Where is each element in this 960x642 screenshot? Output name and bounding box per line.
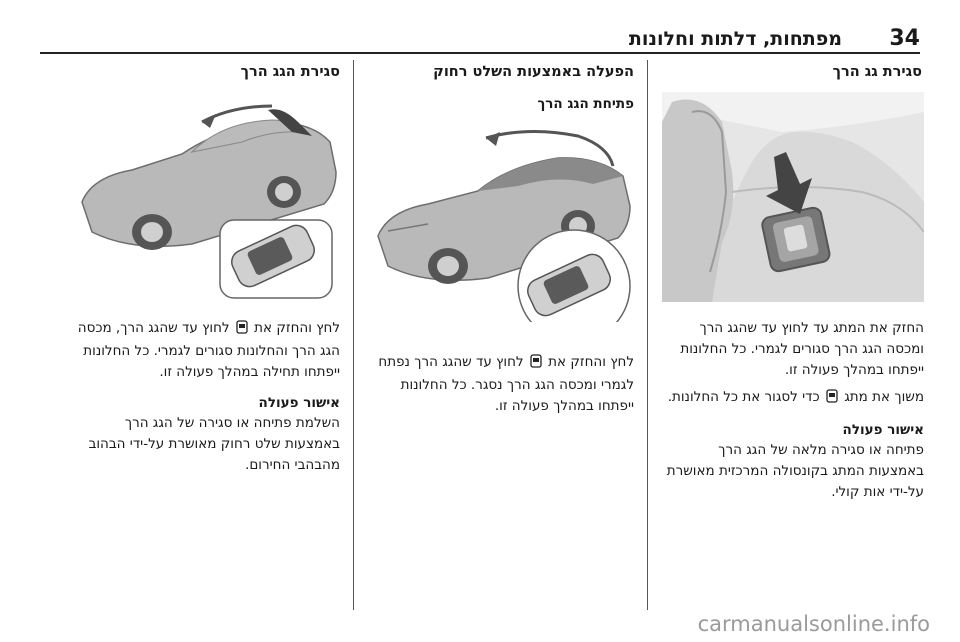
center-console-switch-figure: [662, 92, 924, 302]
key-button-icon: [826, 389, 838, 410]
subheading-confirmation-remote: אישור פעולה: [258, 395, 340, 411]
paragraph-close-remote-text: לחץ והחזק את לחוץ עד שהגג הרך, מכסה הגג הרך והחלונות סגורים לגמרי. כל החלונות ייפתחו תחילה במהלך פעולה זו.: [77, 320, 340, 380]
paragraph-confirmation-remote: השלמת פתיחה או סגירה של הגג הרך באמצעות שלט רחוק מאושרת על-ידי הבהוב מהבהבי החירום.: [88, 415, 340, 473]
page-header: [40, 22, 920, 54]
heading-close-soft-top: סגירת גג הרך: [832, 64, 922, 80]
subheading-confirmation: אישור פעולה: [842, 422, 924, 438]
column-left-text: [72, 318, 340, 476]
column-divider-left: [353, 60, 354, 610]
paragraph-windows-switch: [662, 387, 924, 410]
paragraph-confirmation: פתיחה או סגירה מלאה של הגג הרך באמצעות המתג בקונסולה המרכזית מאושרת על-ידי אות קולי.: [666, 442, 924, 500]
car-with-remote-closed-figure: [72, 92, 340, 302]
paragraph-close-remote: [72, 318, 340, 383]
key-button-icon: [236, 320, 248, 341]
car-with-remote-figure: [368, 126, 634, 322]
console-switch-illustration: [662, 92, 924, 302]
column-middle-text: [368, 352, 634, 417]
key-button-icon: [530, 354, 542, 375]
watermark: carmanualsonline.info: [697, 612, 930, 636]
paragraph-open-remote: [368, 352, 634, 417]
column-divider-right: [647, 60, 648, 610]
column-right: [662, 62, 922, 82]
car-closed-illustration: [72, 92, 340, 302]
column-middle: [368, 62, 634, 114]
subheading-open-soft-top: פתיחת הגג הרך: [537, 96, 634, 112]
page-number: 34: [889, 26, 920, 51]
heading-close-soft-top-remote: סגירת הגג הרך: [240, 64, 340, 80]
car-open-illustration: [368, 126, 634, 322]
column-left: [72, 62, 340, 82]
paragraph-open-remote-text: לחץ והחזק את לחוץ עד שהגג הרך נפתח לגמרי ומכסה הגג הרך נסגר. כל החלונות ייפתחו במהלך פעולה זו.: [378, 354, 634, 414]
column-right-text: [662, 318, 924, 503]
chapter-title: מפתחות, דלתות וחלונות: [628, 28, 842, 50]
paragraph-close-switch: החזק את המתג עד לחוץ עד שהגג הרך ומכסה הגג הרך סגורים לגמרי. כל החלונות ייפתחו במהלך פעולה זו.: [680, 320, 924, 378]
header-rule: [40, 52, 920, 54]
paragraph-windows-switch-text: משוך את מתג כדי לסגור את כל החלונות.: [668, 389, 924, 405]
heading-remote-operation: הפעלה באמצעות השלט רחוק: [433, 64, 634, 80]
